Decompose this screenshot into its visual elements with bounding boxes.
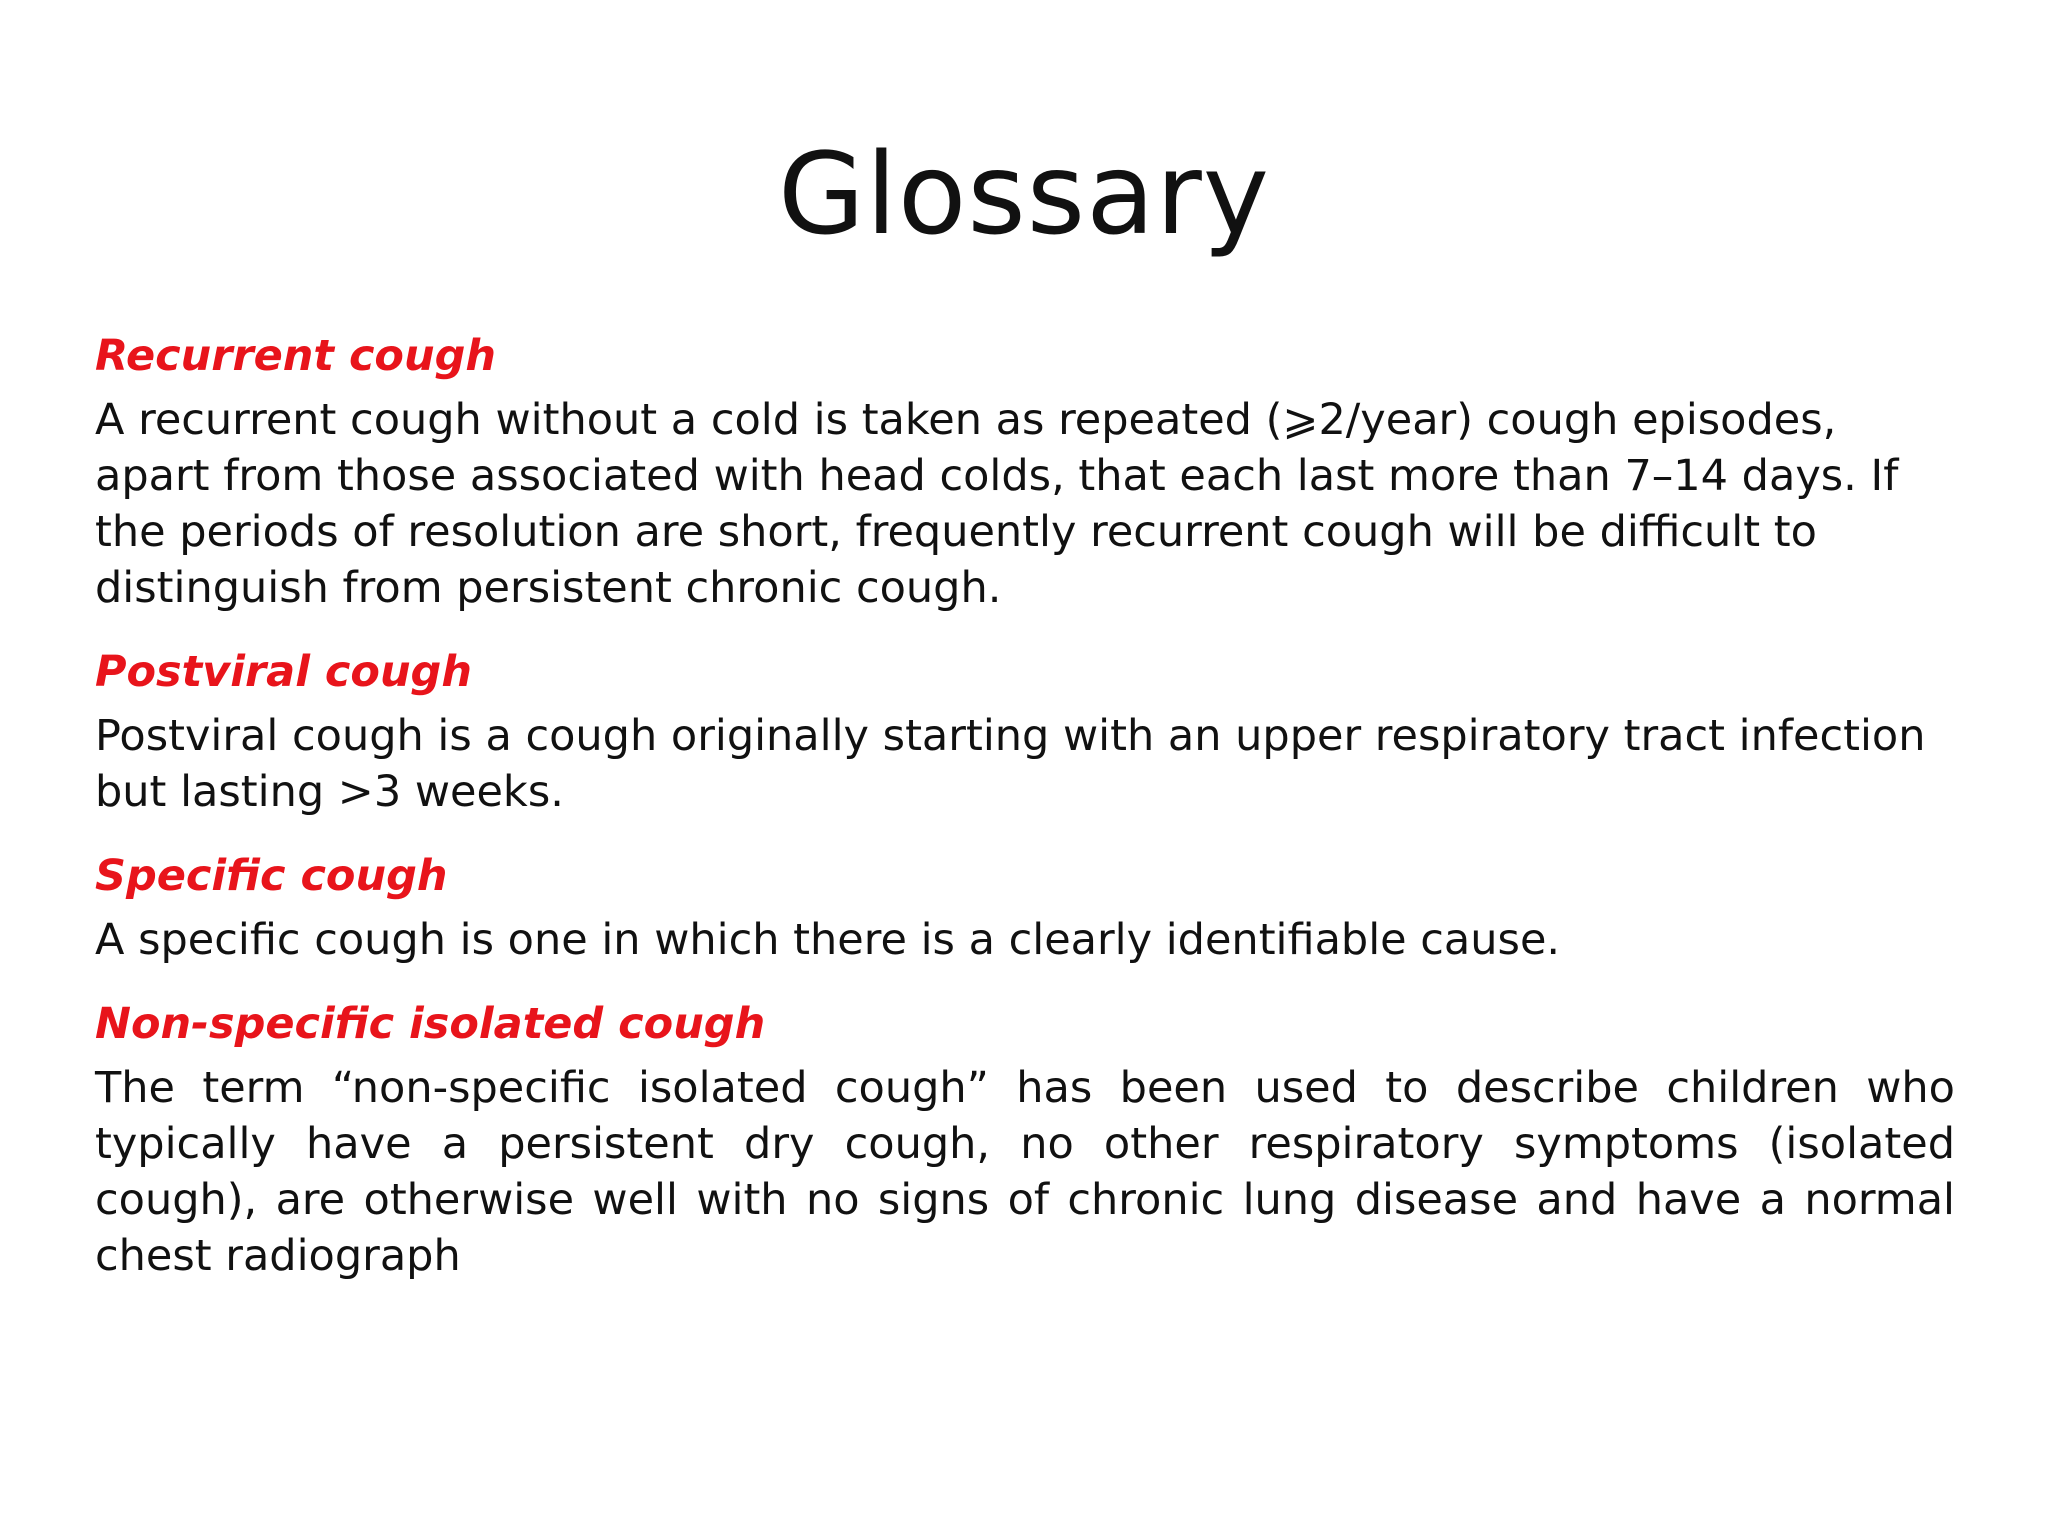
slide-title: Glossary <box>777 130 1271 260</box>
glossary-entry-specific-cough <box>95 846 1955 968</box>
glossary-definition: A specific cough is one in which there is a clearly identifiable cause. <box>95 915 1561 965</box>
glossary-term: Postviral cough <box>95 647 472 697</box>
glossary-definition: Postviral cough is a cough originally starting with an upper respiratory tract infection but lasting >3 weeks. <box>95 711 1926 817</box>
glossary-entry-postviral-cough <box>95 642 1955 820</box>
glossary-entry-recurrent-cough <box>95 326 1955 616</box>
glossary-definition: A recurrent cough without a cold is taken as repeated (⩾2/year) cough episodes, apart from those associated with head colds, that each last more than 7–14 days. If the periods of resolution are short, frequently recurrent cough will be difficult to distinguish from persistent chronic cough. <box>95 395 1899 613</box>
glossary-definition: The term “non-specific isolated cough” has been used to describe children who typically have a persistent dry cough, no other respiratory symptoms (isolated cough), are otherwise well with no signs of chronic lung disease and have a normal chest radiograph <box>95 1063 1955 1281</box>
glossary-term: Non-specific isolated cough <box>95 999 766 1049</box>
glossary-term: Recurrent cough <box>95 331 496 381</box>
glossary-entry-non-specific-isolated-cough <box>95 994 1955 1284</box>
glossary-term: Specific cough <box>95 851 448 901</box>
glossary-list <box>95 326 1955 1310</box>
